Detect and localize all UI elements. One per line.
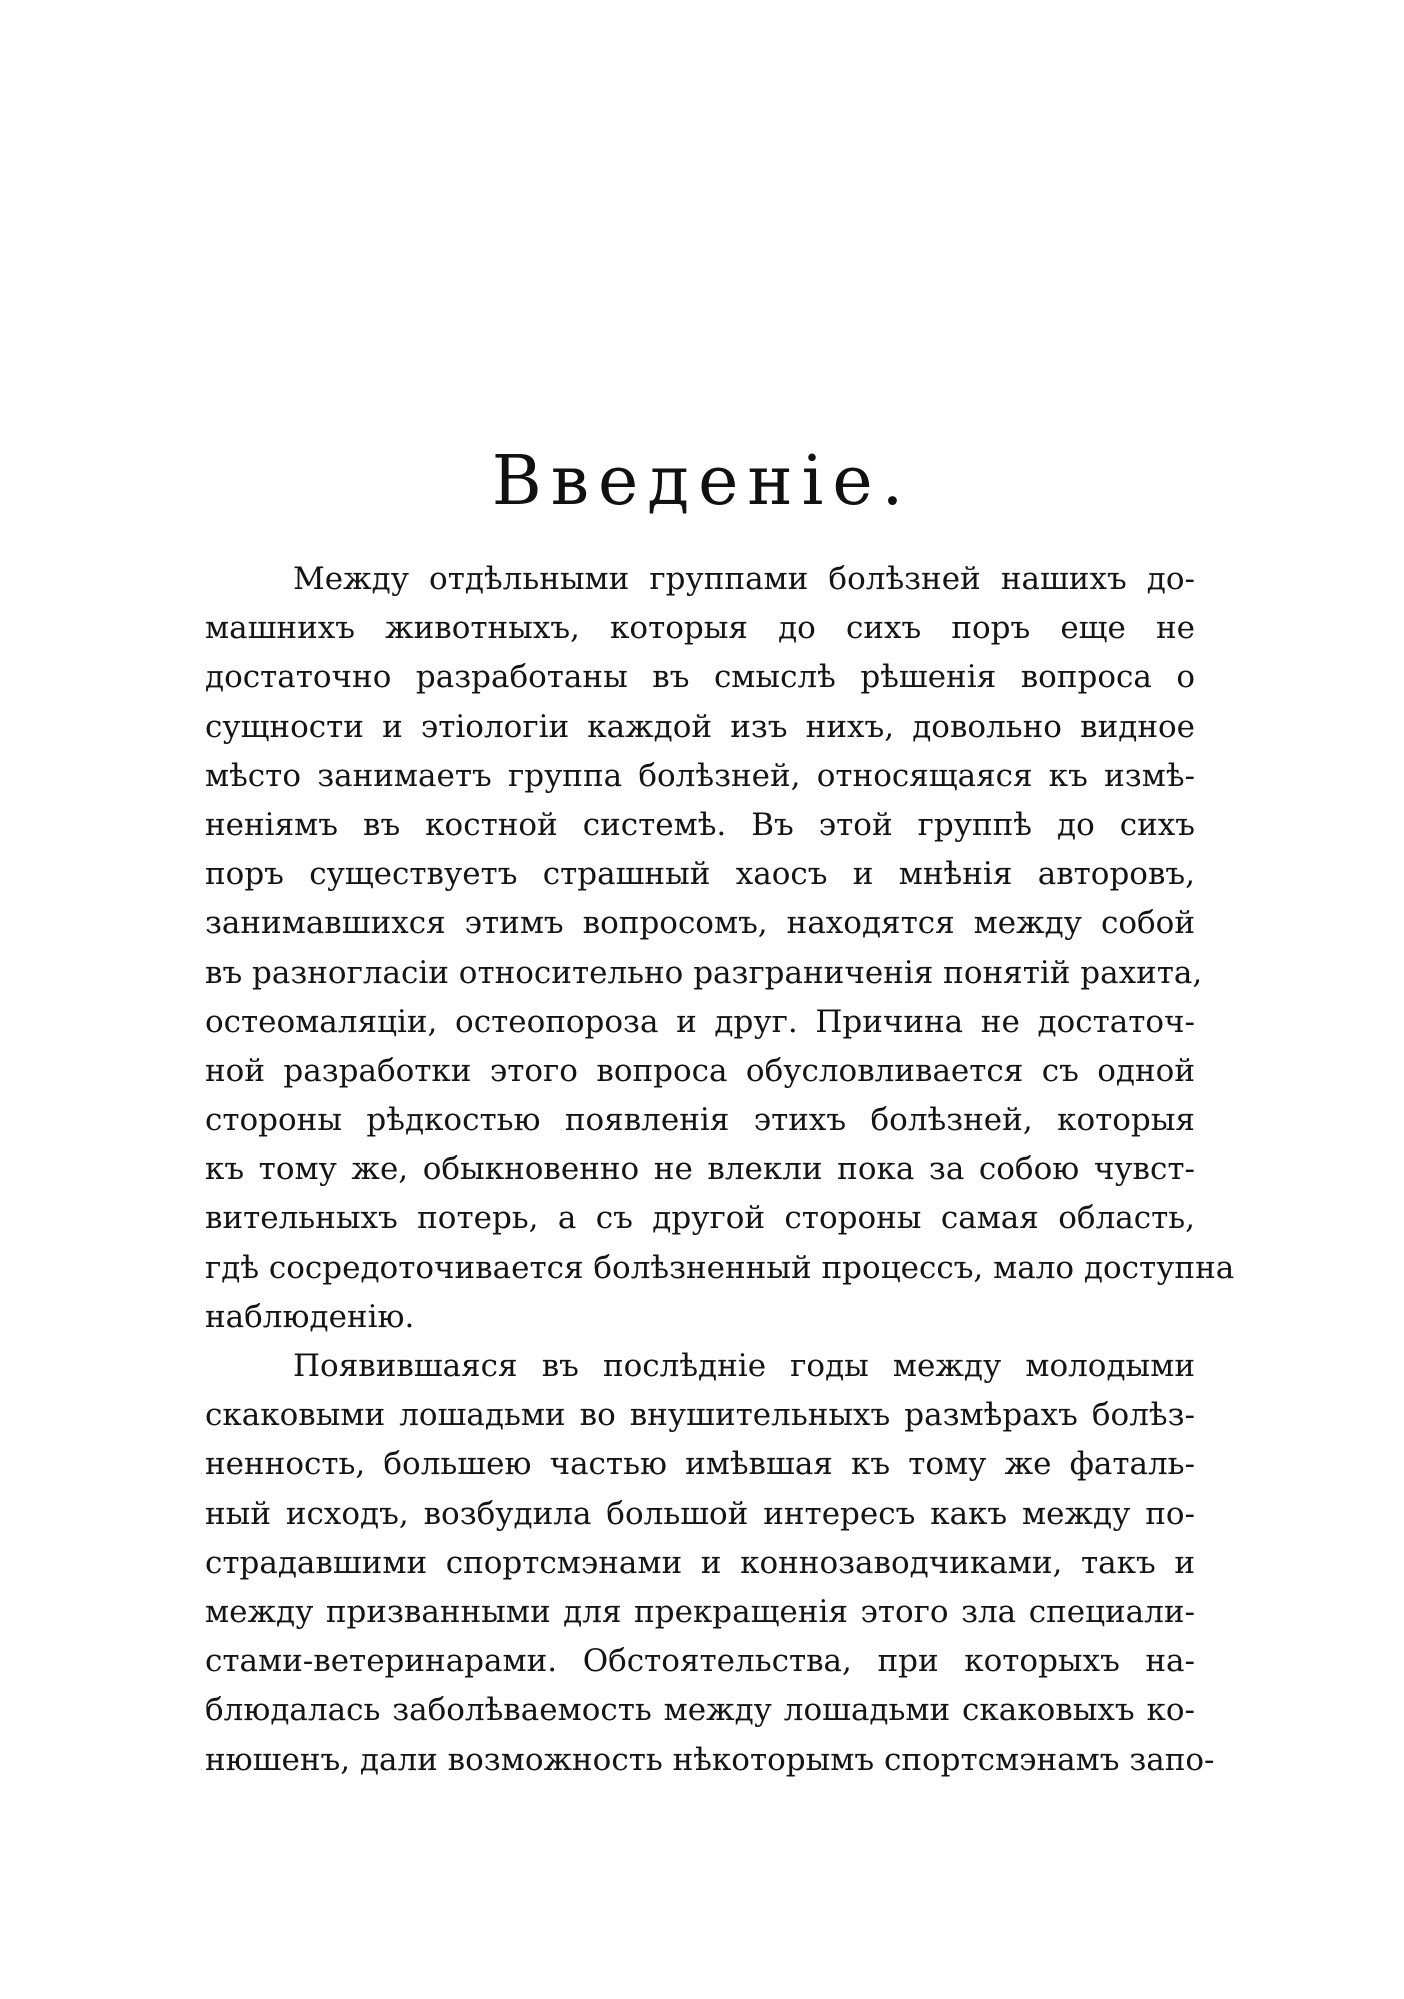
text-line: машнихъ животныхъ, которыя до сихъ поръ еще не: [205, 610, 1195, 647]
text-line: остеомаляцiи, остеопороза и друг. Причина не достаточ-: [205, 1003, 1195, 1040]
paragraph-2: [205, 1342, 1215, 1785]
text-line: блюдалась заболѣваемость между лошадьми скаковыхъ ко-: [205, 1692, 1195, 1729]
text-line: стороны рѣдкостью появленія этихъ болѣзней, которыя: [205, 1102, 1195, 1139]
body-text: [205, 555, 1235, 1785]
text-line: скаковыми лошадьми во внушительныхъ размѣрахъ болѣз-: [205, 1397, 1195, 1434]
text-line: наблюденiю.: [205, 1298, 415, 1335]
text-line: Появившаяся въ послѣднiе годы между молодыми: [293, 1348, 1195, 1384]
text-line: ненность, большею частью имѣвшая къ тому же фаталь-: [205, 1446, 1195, 1483]
text-line: мѣсто занимаетъ группа болѣзней, относящаяся къ измѣ-: [205, 757, 1195, 794]
text-line: ный исходъ, возбудила большой интересъ какъ между по-: [205, 1495, 1195, 1532]
text-line: вительныхъ потерь, а съ другой стороны самая область,: [205, 1200, 1195, 1237]
text-line: достаточно разработаны въ смыслѣ рѣшенія вопроса о: [205, 659, 1195, 696]
text-line: сущности и этiологiи каждой изъ нихъ, довольно видное: [205, 708, 1195, 745]
text-line: поръ существуетъ страшный хаосъ и мнѣнія авторовъ,: [205, 856, 1195, 893]
text-line: ной разработки этого вопроса обусловливается съ одной: [205, 1052, 1195, 1089]
text-line: Между отдѣльными группами болѣзней нашихъ до-: [293, 561, 1195, 597]
text-line: къ тому же, обыкновенно не влекли пока за собою чувст-: [205, 1151, 1195, 1188]
text-line: гдѣ сосредоточивается болѣзненный процессъ, мало доступна: [205, 1249, 1235, 1286]
text-line: страдавшими спортсмэнами и коннозаводчиками, такъ и: [205, 1544, 1195, 1581]
text-line: между призванными для прекращенiя этого зла специали-: [205, 1593, 1195, 1630]
text-line: ненiямъ въ костной системѣ. Въ этой группѣ до сихъ: [205, 806, 1195, 843]
text-line: занимавшихся этимъ вопросомъ, находятся между собой: [205, 905, 1195, 942]
text-line: въ разногласiи относительно разграниченія понятiй рахита,: [205, 954, 1203, 991]
text-line: нюшенъ, дали возможность нѣкоторымъ спортсмэнамъ запо-: [205, 1741, 1215, 1778]
paragraph-1: [205, 555, 1235, 1342]
text-line: стами-ветеринарами. Обстоятельства, при которыхъ на-: [205, 1643, 1195, 1680]
chapter-title: Введенie.: [491, 442, 913, 521]
